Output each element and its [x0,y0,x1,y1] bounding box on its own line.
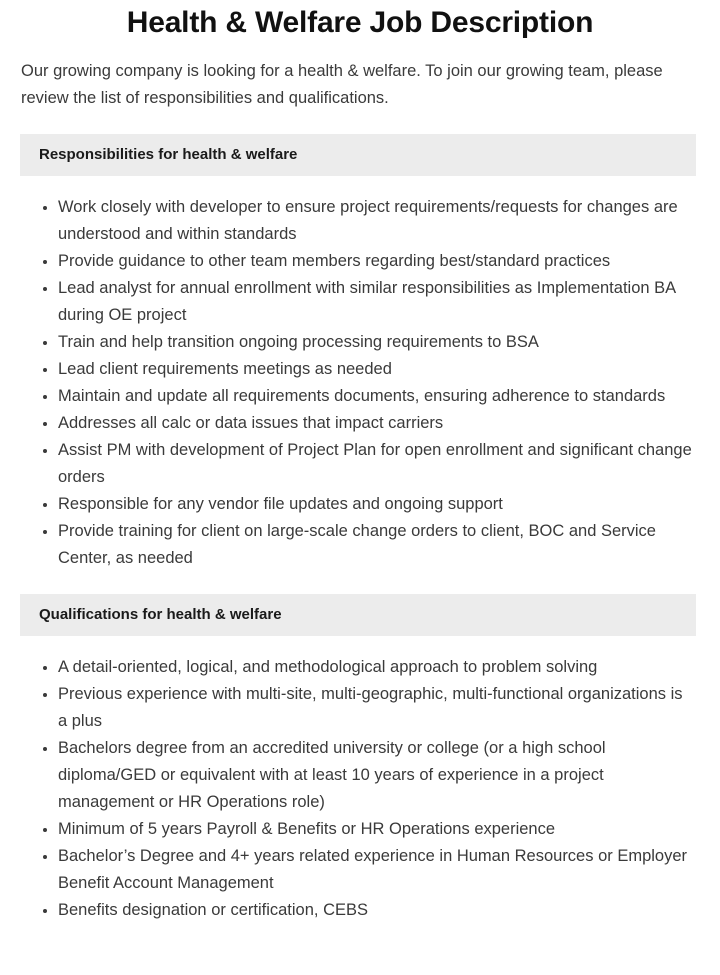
list-item: Bachelor’s Degree and 4+ years related experience in Human Resources or Employer Benefit Account Management [0,843,696,897]
list-item: Lead client requirements meetings as needed [0,356,696,383]
qualifications-section [0,594,720,924]
qualifications-section-header [20,594,696,636]
responsibilities-header-label: Responsibilities for health & welfare [39,146,298,163]
list-item: Minimum of 5 years Payroll & Benefits or HR Operations experience [0,816,696,843]
list-item: Provide guidance to other team members regarding best/standard practices [0,248,696,275]
list-item: Responsible for any vendor file updates and ongoing support [0,491,696,518]
list-item: Previous experience with multi-site, multi-geographic, multi-functional organizations is a plus [0,681,696,735]
list-item: Maintain and update all requirements documents, ensuring adherence to standards [0,383,696,410]
page-title: Health & Welfare Job Description [126,6,594,39]
list-item: Provide training for client on large-scale change orders to client, BOC and Service Center, as needed [0,518,696,572]
list-item: Bachelors degree from an accredited university or college (or a high school diploma/GED or equivalent with at least 10 years of experience in a project management or HR Operations role) [0,735,696,816]
qualifications-header-label: Qualifications for health & welfare [39,606,282,623]
list-item: Lead analyst for annual enrollment with similar responsibilities as Implementation BA during OE project [0,275,696,329]
responsibilities-section [0,134,720,572]
list-item: Assist PM with development of Project Plan for open enrollment and significant change orders [0,437,696,491]
intro-paragraph: Our growing company is looking for a health & welfare. To join our growing team, please review the list of responsibilities and qualifications. [21,62,663,107]
qualifications-list [0,654,720,924]
responsibilities-section-header [20,134,696,176]
list-item: Work closely with developer to ensure project requirements/requests for changes are understood and within standards [0,194,696,248]
list-item: A detail-oriented, logical, and methodological approach to problem solving [0,654,696,681]
list-item: Addresses all calc or data issues that impact carriers [0,410,696,437]
list-item: Benefits designation or certification, CEBS [0,897,696,924]
responsibilities-list [0,194,720,572]
list-item: Train and help transition ongoing processing requirements to BSA [0,329,696,356]
